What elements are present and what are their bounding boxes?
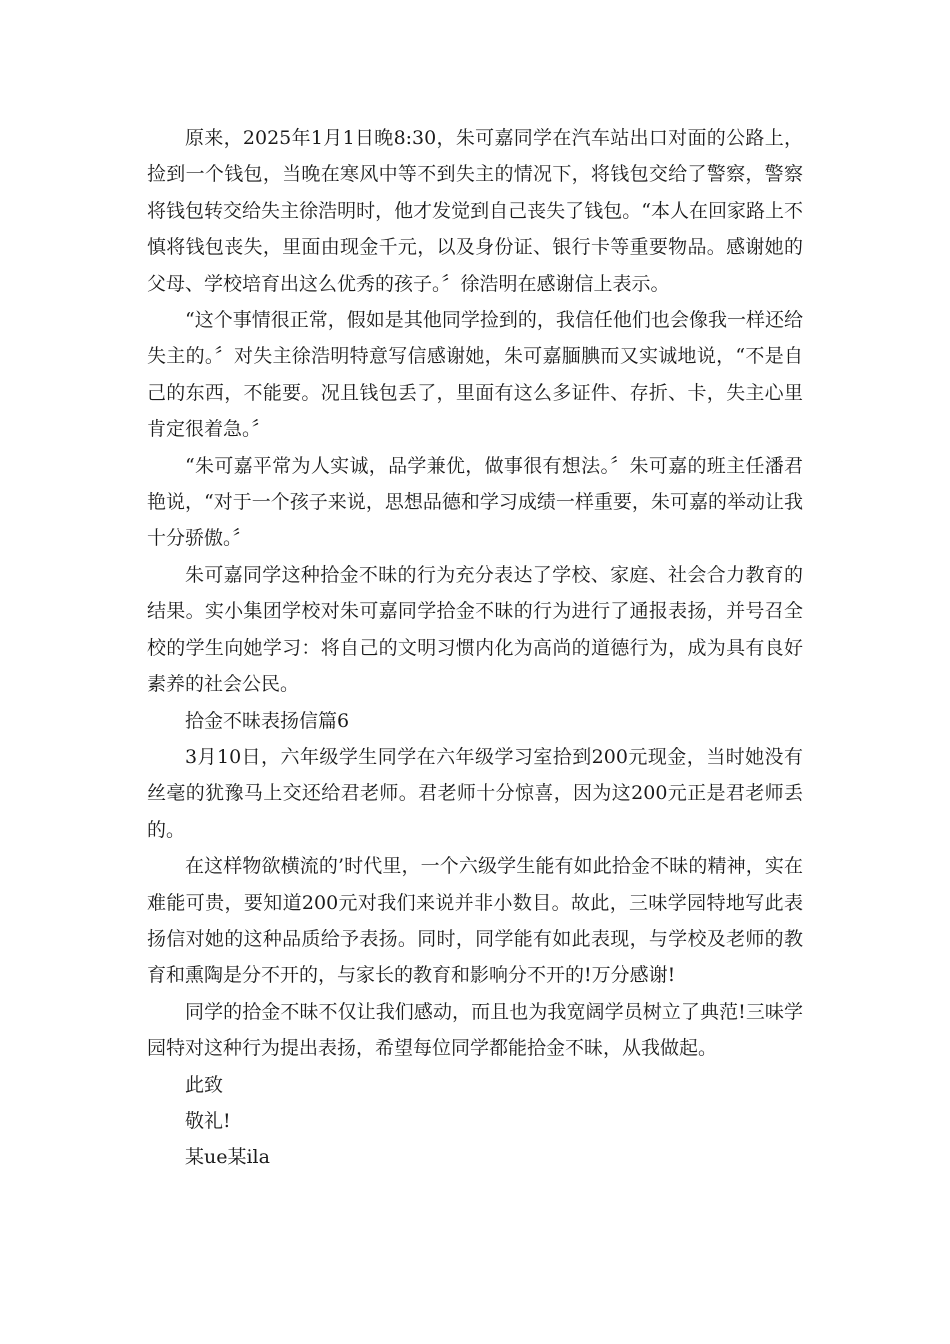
paragraph-1: 原来，2025年1月1日晚8:30，朱可嘉同学在汽车站出口对面的公路上，捡到一个钱包，当晚在寒风中等不到失主的情况下，将钱包交给了警察，警察将钱包转交给失主徐浩明时，他才发觉到自己丧失了钱包。“本人在回家路上不慎将钱包丧失，里面由现金千元，以及身份证、银行卡等重要物品。感谢她的父母、学校培育出这么优秀的孩子。〞徐浩明在感谢信上表示。 <box>147 127 803 295</box>
document-body <box>147 120 803 1176</box>
section-heading: 拾金不昧表扬信篇6 <box>185 709 350 732</box>
closing-respect: 敬礼! <box>185 1109 231 1132</box>
closing-salutation: 此致 <box>185 1073 224 1096</box>
paragraph-4: 朱可嘉同学这种拾金不昧的行为充分表达了学校、家庭、社会合力教育的结果。实小集团学校对朱可嘉同学拾金不昧的行为进行了通报表扬，并号召全校的学生向她学习：将自己的文明习惯内化为高尚的道德行为，成为具有良好素养的社会公民。 <box>147 563 803 696</box>
signature: 某ue某ila <box>185 1146 270 1169</box>
paragraph-6: 在这样物欲横流的’时代里，一个六级学生能有如此拾金不昧的精神，实在难能可贵，要知道200元对我们来说并非小数目。故此，三味学园特地写此表扬信对她的这种品质给予表扬。同时，同学能有如此表现，与学校及老师的教育和熏陶是分不开的，与家长的教育和影响分不开的!万分感谢! <box>147 855 803 987</box>
paragraph-5: 3月10日，六年级学生同学在六年级学习室拾到200元现金，当时她没有丝毫的犹豫马上交还给君老师。君老师十分惊喜，因为这200元正是君老师丢的。 <box>147 745 803 841</box>
paragraph-2: “这个事情很正常，假如是其他同学捡到的，我信任他们也会像我一样还给失主的。〞对失主徐浩明特意写信感谢她，朱可嘉腼腆而又实诚地说，“不是自己的东西，不能要。况且钱包丢了，里面有这么多证件、存折、卡，失主心里肯定很着急。〞 <box>147 309 803 441</box>
paragraph-7: 同学的拾金不昧不仅让我们感动，而且也为我宽阔学员树立了典范!三味学园特对这种行为提出表扬，希望每位同学都能拾金不昧，从我做起。 <box>147 1000 803 1060</box>
paragraph-3: “朱可嘉平常为人实诚，品学兼优，做事很有想法。〞朱可嘉的班主任潘君艳说，“对于一个孩子来说，思想品德和学习成绩一样重要，朱可嘉的举动让我十分骄傲。〞 <box>147 454 803 550</box>
